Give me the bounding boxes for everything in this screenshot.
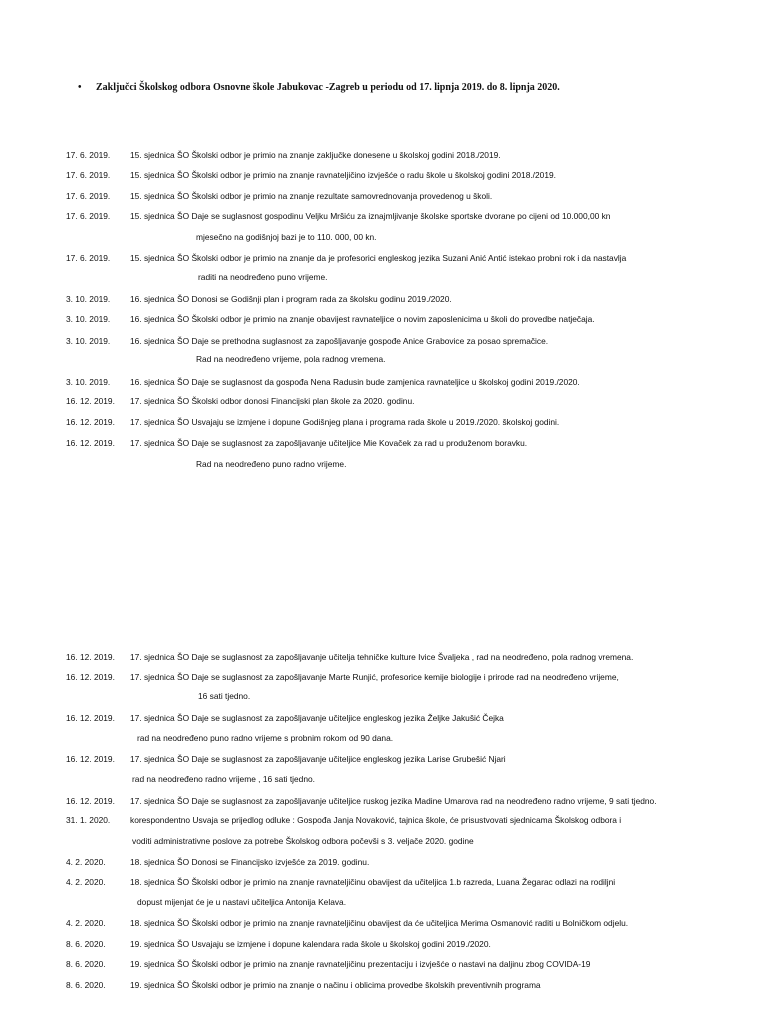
entry-continuation: mjesečno na godišnjoj bazi je to 110. 000, 00 kn. (196, 232, 377, 242)
entry-date: 8. 6. 2020. (66, 959, 106, 969)
document-title (78, 82, 560, 93)
entry-continuation: dopust mijenjat će je u nastavi učiteljica Antonija Kelava. (137, 897, 347, 907)
entry-date: 16. 12. 2019. (66, 417, 115, 427)
entry-text: 19. sjednica ŠO Usvajaju se izmjene i dopune kalendara rada škole u školskoj godini 2019./2020. (130, 939, 491, 949)
entry-continuation: rad na neodređeno puno radno vrijeme s probnim rokom od 90 dana. (137, 733, 394, 743)
entry-date: 16. 12. 2019. (66, 713, 115, 723)
entry-date: 17. 6. 2019. (66, 150, 111, 160)
entry-text: 19. sjednica ŠO Školski odbor je primio na znanje o načinu i oblicima provedbe školskih preventivnih programa (130, 980, 541, 990)
entry-date: 16. 12. 2019. (66, 396, 115, 406)
entry-date: 3. 10. 2019. (66, 294, 111, 304)
entry-text: 16. sjednica ŠO Daje se suglasnost da gospođa Nena Radusin bude zamjenica ravnateljice u školskoj godini 2019./2020. (130, 377, 580, 387)
entry-date: 17. 6. 2019. (66, 211, 111, 221)
title-bold: Zaključci Školskog odbora Osnovne škole Jabukovac (96, 82, 323, 93)
entry-continuation: rad na neodređeno radno vrijeme , 16 sati tjedno. (132, 774, 315, 784)
entry-text: 15. sjednica ŠO Školski odbor je primio na znanje da je profesorici engleskog jezika Suzani Anić Antić istekao probni rok i da nastavlja (130, 253, 627, 263)
entry-text: 15. sjednica ŠO Školski odbor je primio na znanje rezultate samovrednovanja provedenog u školi. (130, 191, 493, 201)
entry-text: 17. sjednica ŠO Školski odbor donosi Financijski plan škole za 2020. godinu. (130, 396, 415, 406)
entry-text: 17. sjednica ŠO Daje se suglasnost za zapošljavanje učiteljice Mie Kovaček za rad u produženom boravku. (130, 438, 528, 448)
entry-text: 17. sjednica ŠO Daje se suglasnost za zapošljavanje Marte Runjić, profesorice kemije biologije i prirode rad na neodređeno vrijeme, (130, 672, 619, 682)
entry-date: 17. 6. 2019. (66, 253, 111, 263)
entry-text: 18. sjednica ŠO Donosi se Financijsko izvješće za 2019. godinu. (130, 857, 370, 867)
entry-date: 17. 6. 2019. (66, 191, 111, 201)
entry-date: 8. 6. 2020. (66, 939, 106, 949)
entry-text: 15. sjednica ŠO Školski odbor je primio na znanje zaključke donesene u školskoj godini 2018./2019. (130, 150, 501, 160)
bullet-icon: • (78, 82, 82, 93)
entry-date: 3. 10. 2019. (66, 314, 111, 324)
entry-text: 17. sjednica ŠO Usvajaju se izmjene i dopune Godišnjeg plana i programa rada škole u 2019./2020. školskoj godini. (130, 417, 560, 427)
entry-text: 18. sjednica ŠO Školski odbor je primio na znanje ravnateljičinu obavijest da će učiteljica Merima Osmanović raditi u Bolničkom odjelu. (130, 918, 629, 928)
entry-date: 16. 12. 2019. (66, 652, 115, 662)
entry-text: 16. sjednica ŠO Školski odbor je primio na znanje obavijest ravnateljice o novim zaposlenicima u školi do provedbe natječaja. (130, 314, 595, 324)
entry-text: korespondentno Usvaja se prijedlog odluke : Gospođa Janja Novaković, tajnica škole, će prisustvovati sjednicama Školskog odbora i (130, 815, 622, 825)
entry-date: 4. 2. 2020. (66, 877, 106, 887)
entry-date: 16. 12. 2019. (66, 672, 115, 682)
entry-date: 3. 10. 2019. (66, 377, 111, 387)
entry-text: 19. sjednica ŠO Školski odbor je primio na znanje ravnateljičinu prezentaciju i izvješće o nastavi na daljinu zbog COVIDA-19 (130, 959, 591, 969)
entry-text: 15. sjednica ŠO Daje se suglasnost gospodinu Veljku Mršiću za iznajmljivanje školske sportske dvorane po cijeni od 10.000,00 kn (130, 211, 611, 221)
entry-date: 8. 6. 2020. (66, 980, 106, 990)
title-rest: -Zagreb u periodu od 17. lipnja 2019. do 8. lipnja 2020. (323, 82, 560, 93)
entry-text: 16. sjednica ŠO Donosi se Godišnji plan i program rada za školsku godinu 2019./2020. (130, 294, 452, 304)
entry-date: 16. 12. 2019. (66, 754, 115, 764)
entry-date: 4. 2. 2020. (66, 918, 106, 928)
entry-text: 18. sjednica ŠO Školski odbor je primio na znanje ravnateljičinu obavijest da učiteljica 1.b razreda, Luana Žegarac odlazi na rodiljni (130, 877, 616, 887)
entry-date: 31. 1. 2020. (66, 815, 111, 825)
entry-text: 17. sjednica ŠO Daje se suglasnost za zapošljavanje učiteljice engleskog jezika Larise Grubešić Njari (130, 754, 506, 764)
entry-text: 17. sjednica ŠO Daje se suglasnost za zapošljavanje učiteljice engleskog jezika Željke Jakušić Čejka (130, 713, 504, 723)
entry-date: 16. 12. 2019. (66, 438, 115, 448)
entry-continuation: 16 sati tjedno. (198, 691, 251, 701)
entry-text: 17. sjednica ŠO Daje se suglasnost za zapošljavanje učiteljice ruskog jezika Madine Umarova rad na neodređeno radno vrijeme, 9 sati tjedno. (130, 796, 657, 806)
entry-continuation: raditi na neodređeno puno vrijeme. (198, 272, 328, 282)
entry-date: 4. 2. 2020. (66, 857, 106, 867)
entry-continuation: Rad na neodređeno puno radno vrijeme. (196, 459, 347, 469)
entry-date: 3. 10. 2019. (66, 336, 111, 346)
entry-text: 16. sjednica ŠO Daje se prethodna suglasnost za zapošljavanje gospođe Anice Grabovice za posao spremačice. (130, 336, 549, 346)
entry-date: 17. 6. 2019. (66, 170, 111, 180)
entry-continuation: Rad na neodređeno vrijeme, pola radnog vremena. (196, 354, 386, 364)
entry-text: 15. sjednica ŠO Školski odbor je primio na znanje ravnateljičino izvješće o radu škole u školskoj godini 2018./2019. (130, 170, 556, 180)
entry-text: 17. sjednica ŠO Daje se suglasnost za zapošljavanje učitelja tehničke kulture Ivice Švaljeka , rad na neodređeno, pola radnog vremena. (130, 652, 634, 662)
entry-continuation: voditi administrativne poslove za potrebe Školskog odbora počevši s 3. veljače 2020. godine (132, 836, 474, 846)
entry-date: 16. 12. 2019. (66, 796, 115, 806)
